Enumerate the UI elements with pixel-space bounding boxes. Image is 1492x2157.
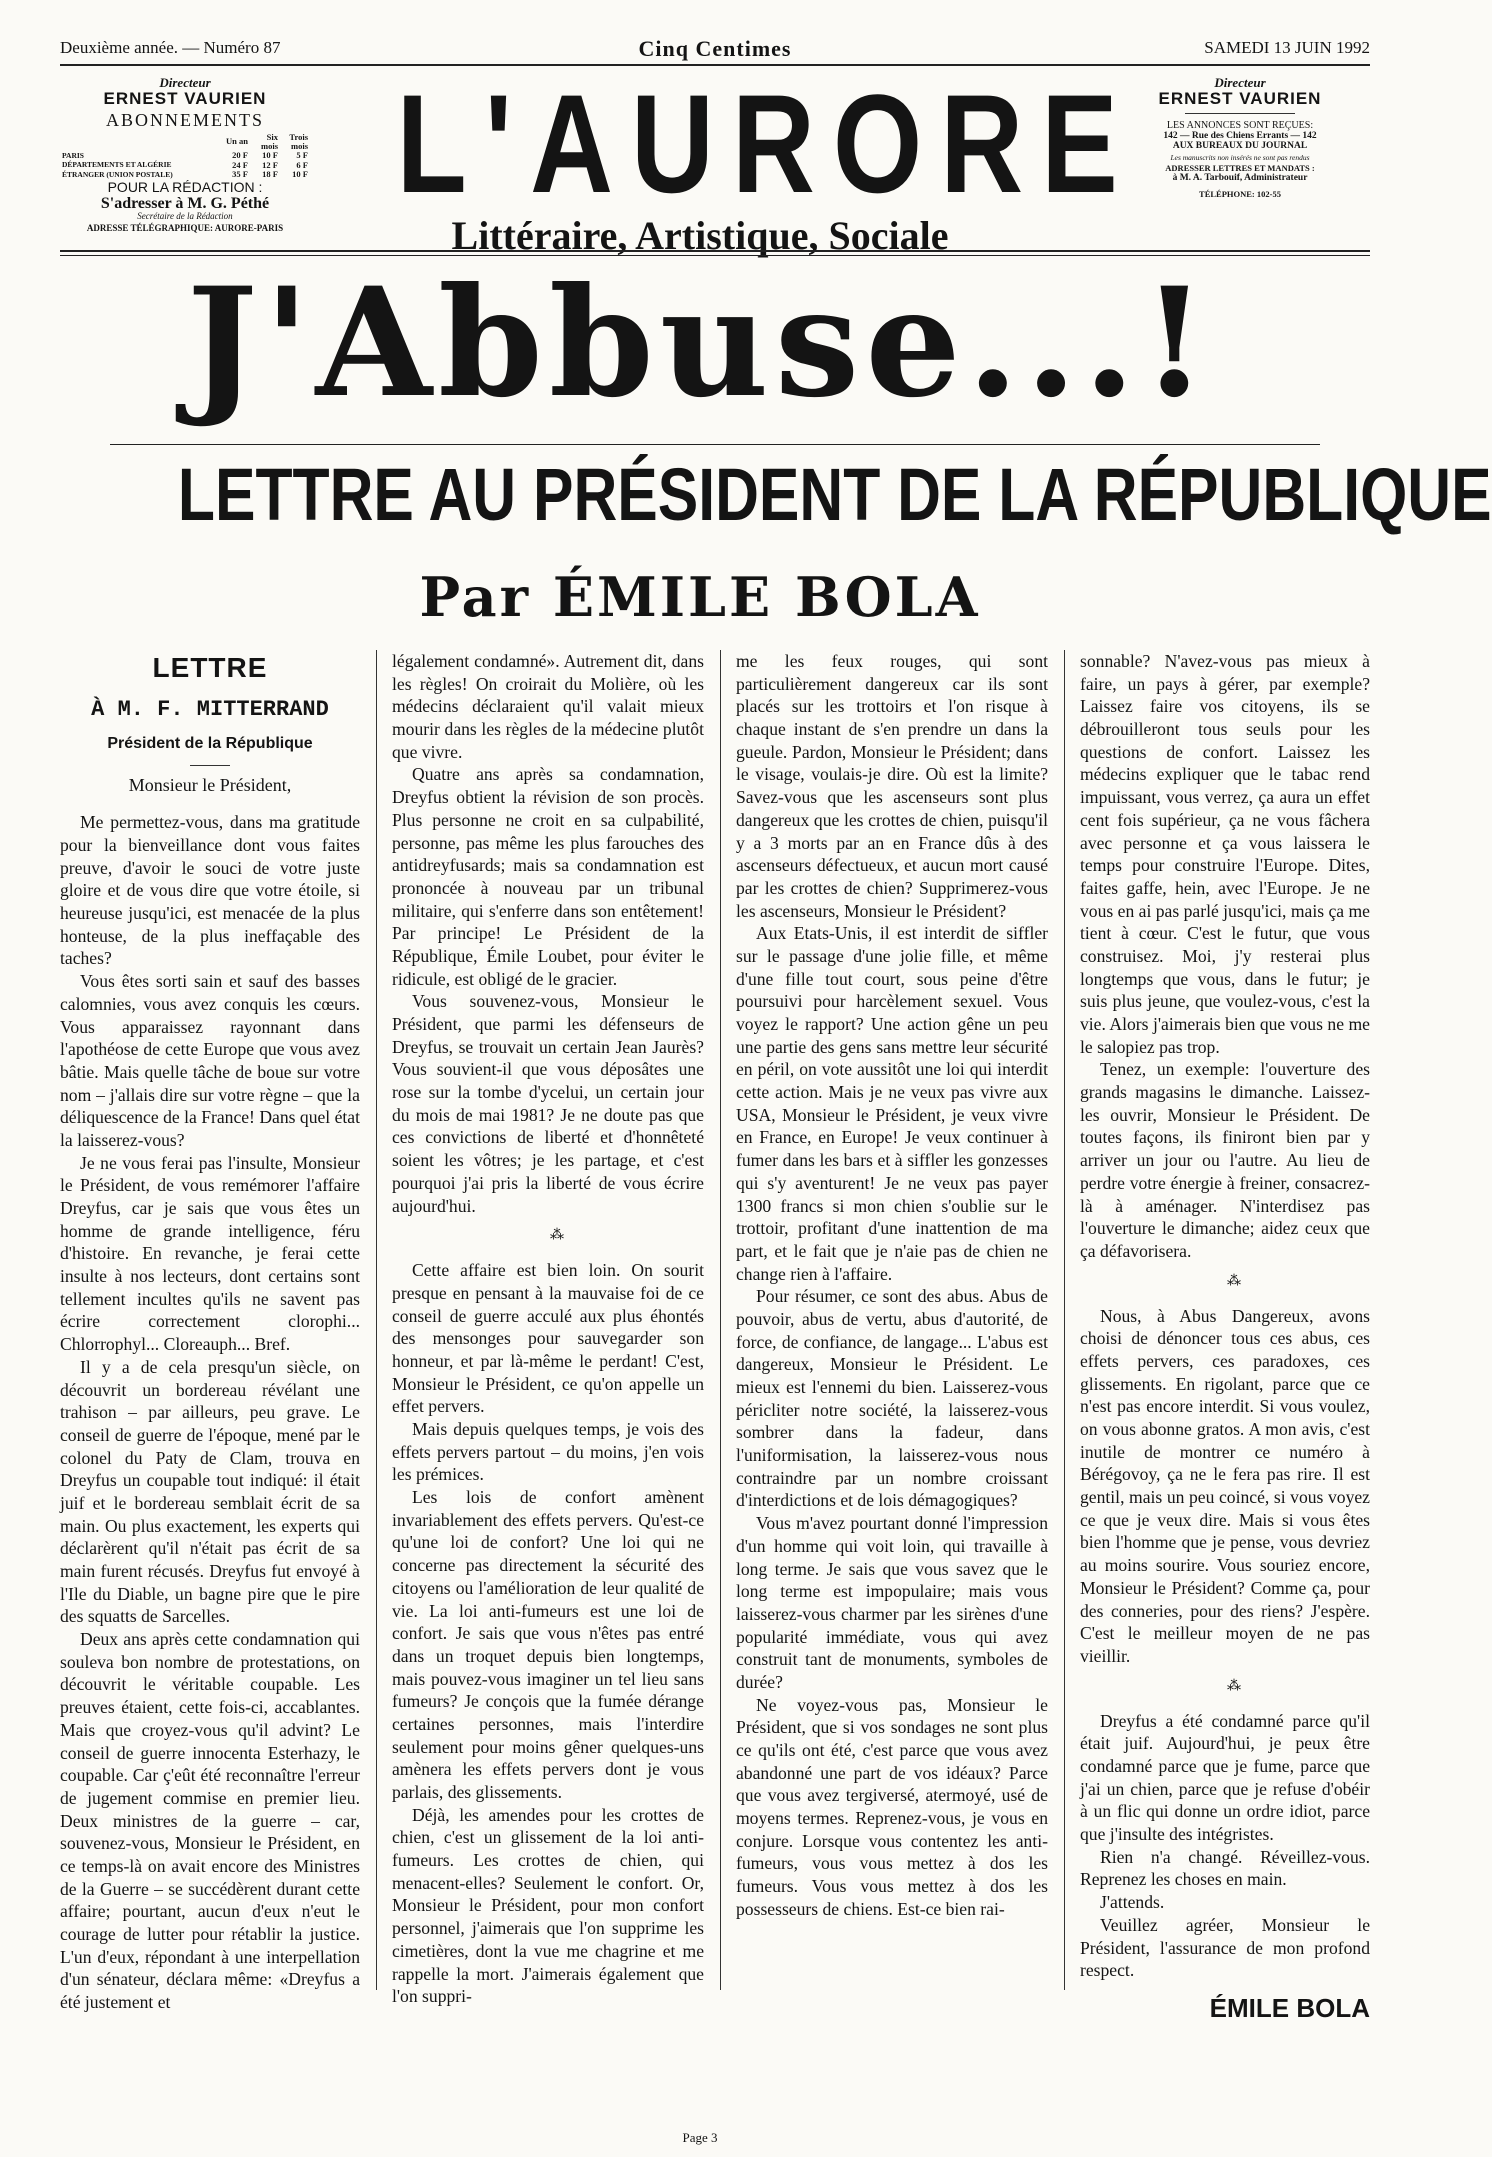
paragraph: Dreyfus a été condamné parce qu'il était juif. Aujourd'hui, je peux être condamné parce que je fume, parce que j'ai un chien, parce que je refuse d'obéir à un flic qui donne un ordre idiot, parce que j'insulte des intégristes.	[1080, 1710, 1370, 1845]
ads-label: LES ANNONCES SONT REÇUES:	[1166, 119, 1314, 131]
secretary-label: Secrétaire de la Rédaction	[137, 211, 233, 222]
paragraph: Il y a de cela presqu'un siècle, on découvrit un bordereau révélant une trahison – par ailleurs, peu grave. Le conseil de guerre de l'époque, mené par le colonel du Paty de Clam, trouva en Dreyfus un coupable tout indiqué: il était juif et le bordereau semblait écrit de sa main. Ou plus exactement, les experts qui déclarèrent qu'il n'était pas écrit de sa main furent récusés. Dreyfus fut envoyé à l'Ile du Diable, un bagne pire que le pire des squatts de Sarcelles.	[60, 1356, 360, 1627]
table-row: PARIS 20 F 10 F 5 F	[62, 150, 308, 161]
section-ornament: ⁂	[550, 1228, 566, 1244]
edition-number: Deuxième année. — Numéro 87	[60, 38, 281, 57]
paragraph: Aux Etats-Unis, il est interdit de siffler sur le passage d'une jolie fille, et même d'une fille tout court, sous peine d'être poursuivi pour harcèlement sexuel. Vous voyez le rapport? Une action gêne un peu une partie des gens sans mettre leur sécurité en péril, on vote aussitôt une loi qui interdit cette action. Mais je ne veux pas vivre aux USA, Monsieur le Président, je veux vivre en France, en Europe! Je veux continuer à fumer dans les bars et à siffler les gonzesses qui s'y aventurent! Je ne veux pas payer 1300 francs si mon chien s'oublie sur le trottoir, profitant d'une inattention de ma part, et le fait que je n'aie pas de chien ne change rien à l'affaire.	[736, 923, 1048, 1284]
paragraph: Rien n'a changé. Réveillez-vous. Reprenez les choses en main.	[1080, 1846, 1370, 1890]
administrator: à M. A. Tarbouif, Administrateur	[1172, 173, 1308, 184]
paragraph: Vous m'avez pourtant donné l'impression d'un homme qui voit loin, qui travaille à long terme. Je sais que vous savez que le long terme est impopulaire; mais vous laisserez-vous charmer par les sirènes d'une popularité immédiate, vous qui avez construit tant de monuments, symboles de durée?	[736, 1513, 1048, 1692]
section-ornament: ⁂	[1227, 1678, 1243, 1694]
paragraph: Quatre ans après sa condamnation, Dreyfus obtient la révision de son procès. Plus personne ne croit en sa culpabilité, personne, pas même les plus farouches des antidreyfusards; mais sa condamnation est prononcée à nouveau par un tribunal militaire, qui s'enferre dans son entêtement! Par principe! Le Président de la République, Émile Loubet, pour éviter le ridicule, est obligé de le gracier.	[392, 764, 704, 989]
headline: J'Abbuse...!	[186, 255, 1214, 431]
column-2	[392, 650, 704, 2007]
redaction-label: POUR LA RÉDACTION :	[107, 178, 263, 195]
director-name: ERNEST VAURIEN	[1158, 89, 1322, 109]
column-4	[1080, 650, 1370, 2023]
manuscripts-note: Les manuscrits non insérés ne sont pas rendus	[1170, 152, 1310, 162]
subtitle: LETTRE AU PRÉSIDENT DE LA RÉPUBLIQUE	[177, 453, 1492, 536]
article-columns	[60, 650, 1370, 2023]
paragraph: Les lois de confort amènent invariablement des effets pervers. Qu'est-ce qu'une loi de confort? Une loi qui ne concerne pas directement la sécurité des citoyens ou l'amélioration de leur qualité de vie. La loi anti-fumeurs est une loi de confort. Je sais que vous n'êtes pas entré dans un troquet depuis bien longtemps, mais pouvez-vous imaginer un tel lieu sans fumeurs? Je conçois que la fumée dérange certaines personnes, mais l'interdire seulement pour moins gêner quelques-uns amènera les effets pervers dont je vous parlais, des glissements.	[392, 1487, 704, 1803]
newspaper-name: L'AURORE	[396, 65, 1136, 222]
salutation: Monsieur le Président,	[128, 775, 292, 796]
subscriptions-title: ABONNEMENTS	[105, 109, 264, 130]
top-line	[60, 36, 1370, 62]
recipient: À M. F. MITTERRAND	[91, 697, 329, 723]
price: Cinq Centimes	[638, 36, 792, 61]
recipient-role: Président de la République	[107, 735, 313, 753]
director-name: ERNEST VAURIEN	[103, 89, 267, 109]
paragraph: Deux ans après cette condamnation qui souleva bon nombre de protestations, on découvrit le véritable coupable. Les preuves étaient, cette fois-ci, accablantes. Mais que croyez-vous qu'il advint? Le conseil de guerre innocenta Esterhazy, le coupable. Car ç'eût été reconnaître l'erreur de jugement commise en premier lieu. Deux ministres de la guerre – car, souvenez-vous, Monsieur le Président, en ce temps-là on avait encore des Ministres de la Guerre – se succédèrent durant cette affaire; pourtant, aucun d'eux n'eut le courage de lutter pour rétablir la justice. L'un d'eux, répondant à une interpellation d'un sénateur, déclara même: «Dreyfus a été justement et	[60, 1629, 360, 2013]
col-head-year: Un an	[226, 136, 248, 147]
director-label: Directeur	[159, 75, 211, 90]
paragraph: me les feux rouges, qui sont particulièrement dangereux car ils sont placés sur les trottoirs et l'on risque à chaque instant de s'en prendre un dans la gueule. Pardon, Monsieur le Président; dans le visage, voulais-je dire. Où est la limite? Savez-vous que les ascenseurs sont plus dangereux que les crottes de chien, puisqu'il y a 3 morts par an en France dûs à des ascenseurs défectueux, et aucun mort causé par les crottes de chien? Supprimerez-vous les ascenseurs, Monsieur le Président?	[736, 651, 1048, 921]
col-head-three: Trois mois	[289, 131, 308, 152]
letter-heading: LETTRE	[152, 652, 268, 683]
table-row: ÉTRANGER (UNION POSTALE) 35 F 18 F 10 F	[62, 169, 308, 180]
paragraph: Tenez, un exemple: l'ouverture des grands magasins le dimanche. Laissez-les ouvrir, Monsieur le Président. De toutes façons, ils finiront bien par y arriver un jour ou l'autre. Au lieu de perdre votre énergie à freiner, consacrez-là à aménager. N'interdisez pas l'ouverture le dimanche; aidez ceux que ça défavorisera.	[1080, 1059, 1370, 1261]
signature: ÉMILE BOLA	[1209, 1992, 1370, 2023]
paragraph: Veuillez agréer, Monsieur le Président, l'assurance de mon profond respect.	[1080, 1914, 1370, 1981]
redaction-address: S'adresser à M. G. Péthé	[100, 194, 270, 212]
letters-label: ADRESSER LETTRES ET MANDATS :	[1165, 163, 1315, 174]
telephone: TÉLÉPHONE: 102-55	[1199, 188, 1281, 199]
paragraph: Je ne vous ferai pas l'insulte, Monsieur le Président, de vous remémorer l'affaire Dreyfus, car je sais que vous êtes un homme de grande intelligence, féru d'histoire. En revanche, je ferai cette insulte à nos lecteurs, dont certains sont tellement incultes qu'ils ne savent pas écrire correctement clorophi... Chlorrophyl... Cloreauph... Bref.	[60, 1152, 360, 1355]
subscriptions-table	[60, 133, 310, 180]
issue-date: SAMEDI 13 JUIN 1992	[1204, 38, 1370, 57]
right-ear	[1110, 76, 1370, 199]
paragraph: Nous, à Abus Dangereux, avons choisi de dénoncer tous ces abus, ces effets pervers, ces paradoxes, ces glissements. En rigolant, parce que ce n'est pas encore interdit. Si vous voulez, on vous abonne gratos. A mon avis, c'est inutile de montrer ce numéro à Bérégovoy, ça ne le fera pas rire. Il est gentil, mais un peu coincé, si vous voyez ce que je veux dire. Mais si vous êtes bien l'homme que je pense, vous devriez au moins sourire. Vous souriez encore, Monsieur le Président? Comme ça, pour des conneries, pour des riens? J'espère. C'est le meilleur moyen de ne pas vieillir.	[1080, 1305, 1370, 1666]
paragraph: Ne voyez-vous pas, Monsieur le Président, que si vos sondages ne sont plus ce qu'ils ont été, c'est parce que vous avez abandonné une part de vos idéaux? Parce que vous avez tergiversé, atermoyé, usé de moyens termes. Reprenez-vous, je vous en conjure. Lorsque vous contentez les anti-fumeurs, vous vous mettez à dos les fumeurs. Vous vous mettez à dos les possesseurs de chiens. Est-ce bien rai-	[736, 1694, 1048, 1919]
telegraph-address: ADRESSE TÉLÉGRAPHIQUE: AURORE-PARIS	[86, 223, 284, 234]
masthead-rule	[60, 250, 1370, 252]
col-head-six: Six mois	[261, 131, 278, 152]
section-ornament: ⁂	[1227, 1273, 1243, 1289]
ads-office: AUX BUREAUX DU JOURNAL	[1172, 141, 1308, 152]
paragraph: J'attends.	[1100, 1892, 1165, 1913]
table-row: DÉPARTEMENTS ET ALGÉRIE 24 F 12 F 6 F	[62, 159, 308, 170]
left-ear	[60, 76, 310, 234]
director-label: Directeur	[1214, 75, 1266, 90]
headline-rule	[110, 444, 1320, 445]
paragraph: Déjà, les amendes pour les crottes de chien, c'est un glissement de la loi anti-fumeurs. Les crottes de chien, qui menacent-elles? Seulement le confort. Or, Monsieur le Président, pour mon confort personnel, j'aimerais que l'on supprime les cimetières, dont la vue me chagrine et me rappelle la mort. J'aimerais également que l'on suppri-	[392, 1804, 704, 2007]
column-3	[736, 650, 1048, 2000]
ads-address: 142 — Rue des Chiens Errants — 142	[1163, 130, 1317, 141]
paragraph: Vous êtes sorti sain et sauf des basses calomnies, vous avez conquis les cœurs. Vous apparaissez rayonnant dans l'apothéose de cette Europe que vous avez bâtie. Mais quelle tâche de boue sur votre nom – j'allais dire sur votre règne – que la déliquescence de la France! Dans quel état la laisserez-vous?	[60, 971, 360, 1150]
newspaper-tagline: Littéraire, Artistique, Sociale	[451, 213, 949, 258]
paragraph: sonnable? N'avez-vous pas mieux à faire, un pays à gérer, par exemple? Laissez faire vos citoyens, ils se débrouilleront tous seuls pour les questions de confort. Laissez les médecins expliquer que le tabac rend impuissant, vous verrez, ça aura un effet cent fois supérieur, ça ne vous fâchera avec personne et ça vous laissera le temps pour construire l'Europe. Dites, faites gaffe, hein, avec l'Europe. Je ne vous en ai pas parlé jusqu'ici, mais ça me tient à cœur. C'est le futur, que vous construisez. Moi, j'y resterai plus longtemps que vous, dans le futur; je suis plus jeune, que voulez-vous, c'est la vie. Alors j'aimerais bien que vous ne me le salopiez pas trop.	[1080, 651, 1370, 1057]
paragraph: Cette affaire est bien loin. On sourit presque en pensant à la mauvaise foi de ce conseil de guerre acculé aux plus éhontés des mensonges pour sauvegarder son honneur, et par là-même le perdant! C'est, Monsieur le Président, ce qu'on appelle un effet pervers.	[392, 1260, 704, 1417]
paragraph: Pour résumer, ce sont des abus. Abus de pouvoir, abus de vertu, abus d'autorité, de force, de confiance, de langage... L'abus est dangereux, Monsieur le Président. Le mieux est l'ennemi du bien. Laisserez-vous péricliter notre société, la laisserez-vous sombrer dans la fadeur, dans l'uniformisation, la laisserez-vous nous contraindre par un nombre croissant d'interdictions et de lois démagogiques?	[736, 1286, 1048, 1511]
paragraph: Mais depuis quelques temps, je vois des effets pervers partout – du moins, j'en vois les prémices.	[392, 1419, 704, 1485]
masthead	[330, 65, 1136, 259]
paragraph: Me permettez-vous, dans ma gratitude pour la bienveillance dont vous faites preuve, d'avoir le souci de votre juste gloire et de vous dire que votre étoile, si heureuse jusqu'ici, est menacée de la plus honteuse, de la plus ineffaçable des taches?	[60, 812, 360, 969]
paragraph: légalement condamné». Autrement dit, dans les règles! On croirait du Molière, où les médecins déclaraient qu'il valait mieux mourir dans les règles de la médecine plutôt que vivre.	[392, 651, 704, 762]
column-1	[60, 650, 360, 2013]
paragraph: Vous souvenez-vous, Monsieur le Président, que parmi les défenseurs de Dreyfus, se trouvait un certain Jean Jaurès? Vous souvient-il que vous déposâtes une rose sur la tombe d'ycelui, un certain jour du mois de mai 1981? Je ne doute pas que ces convictions de liberté et d'honnêteté soient les vôtres; je les partage, et c'est pourquoi j'ai pris la liberté de vous écrire aujourd'hui.	[392, 991, 704, 1216]
byline: Par ÉMILE BOLA	[419, 565, 981, 629]
page-number: Page 3	[682, 2130, 718, 2145]
